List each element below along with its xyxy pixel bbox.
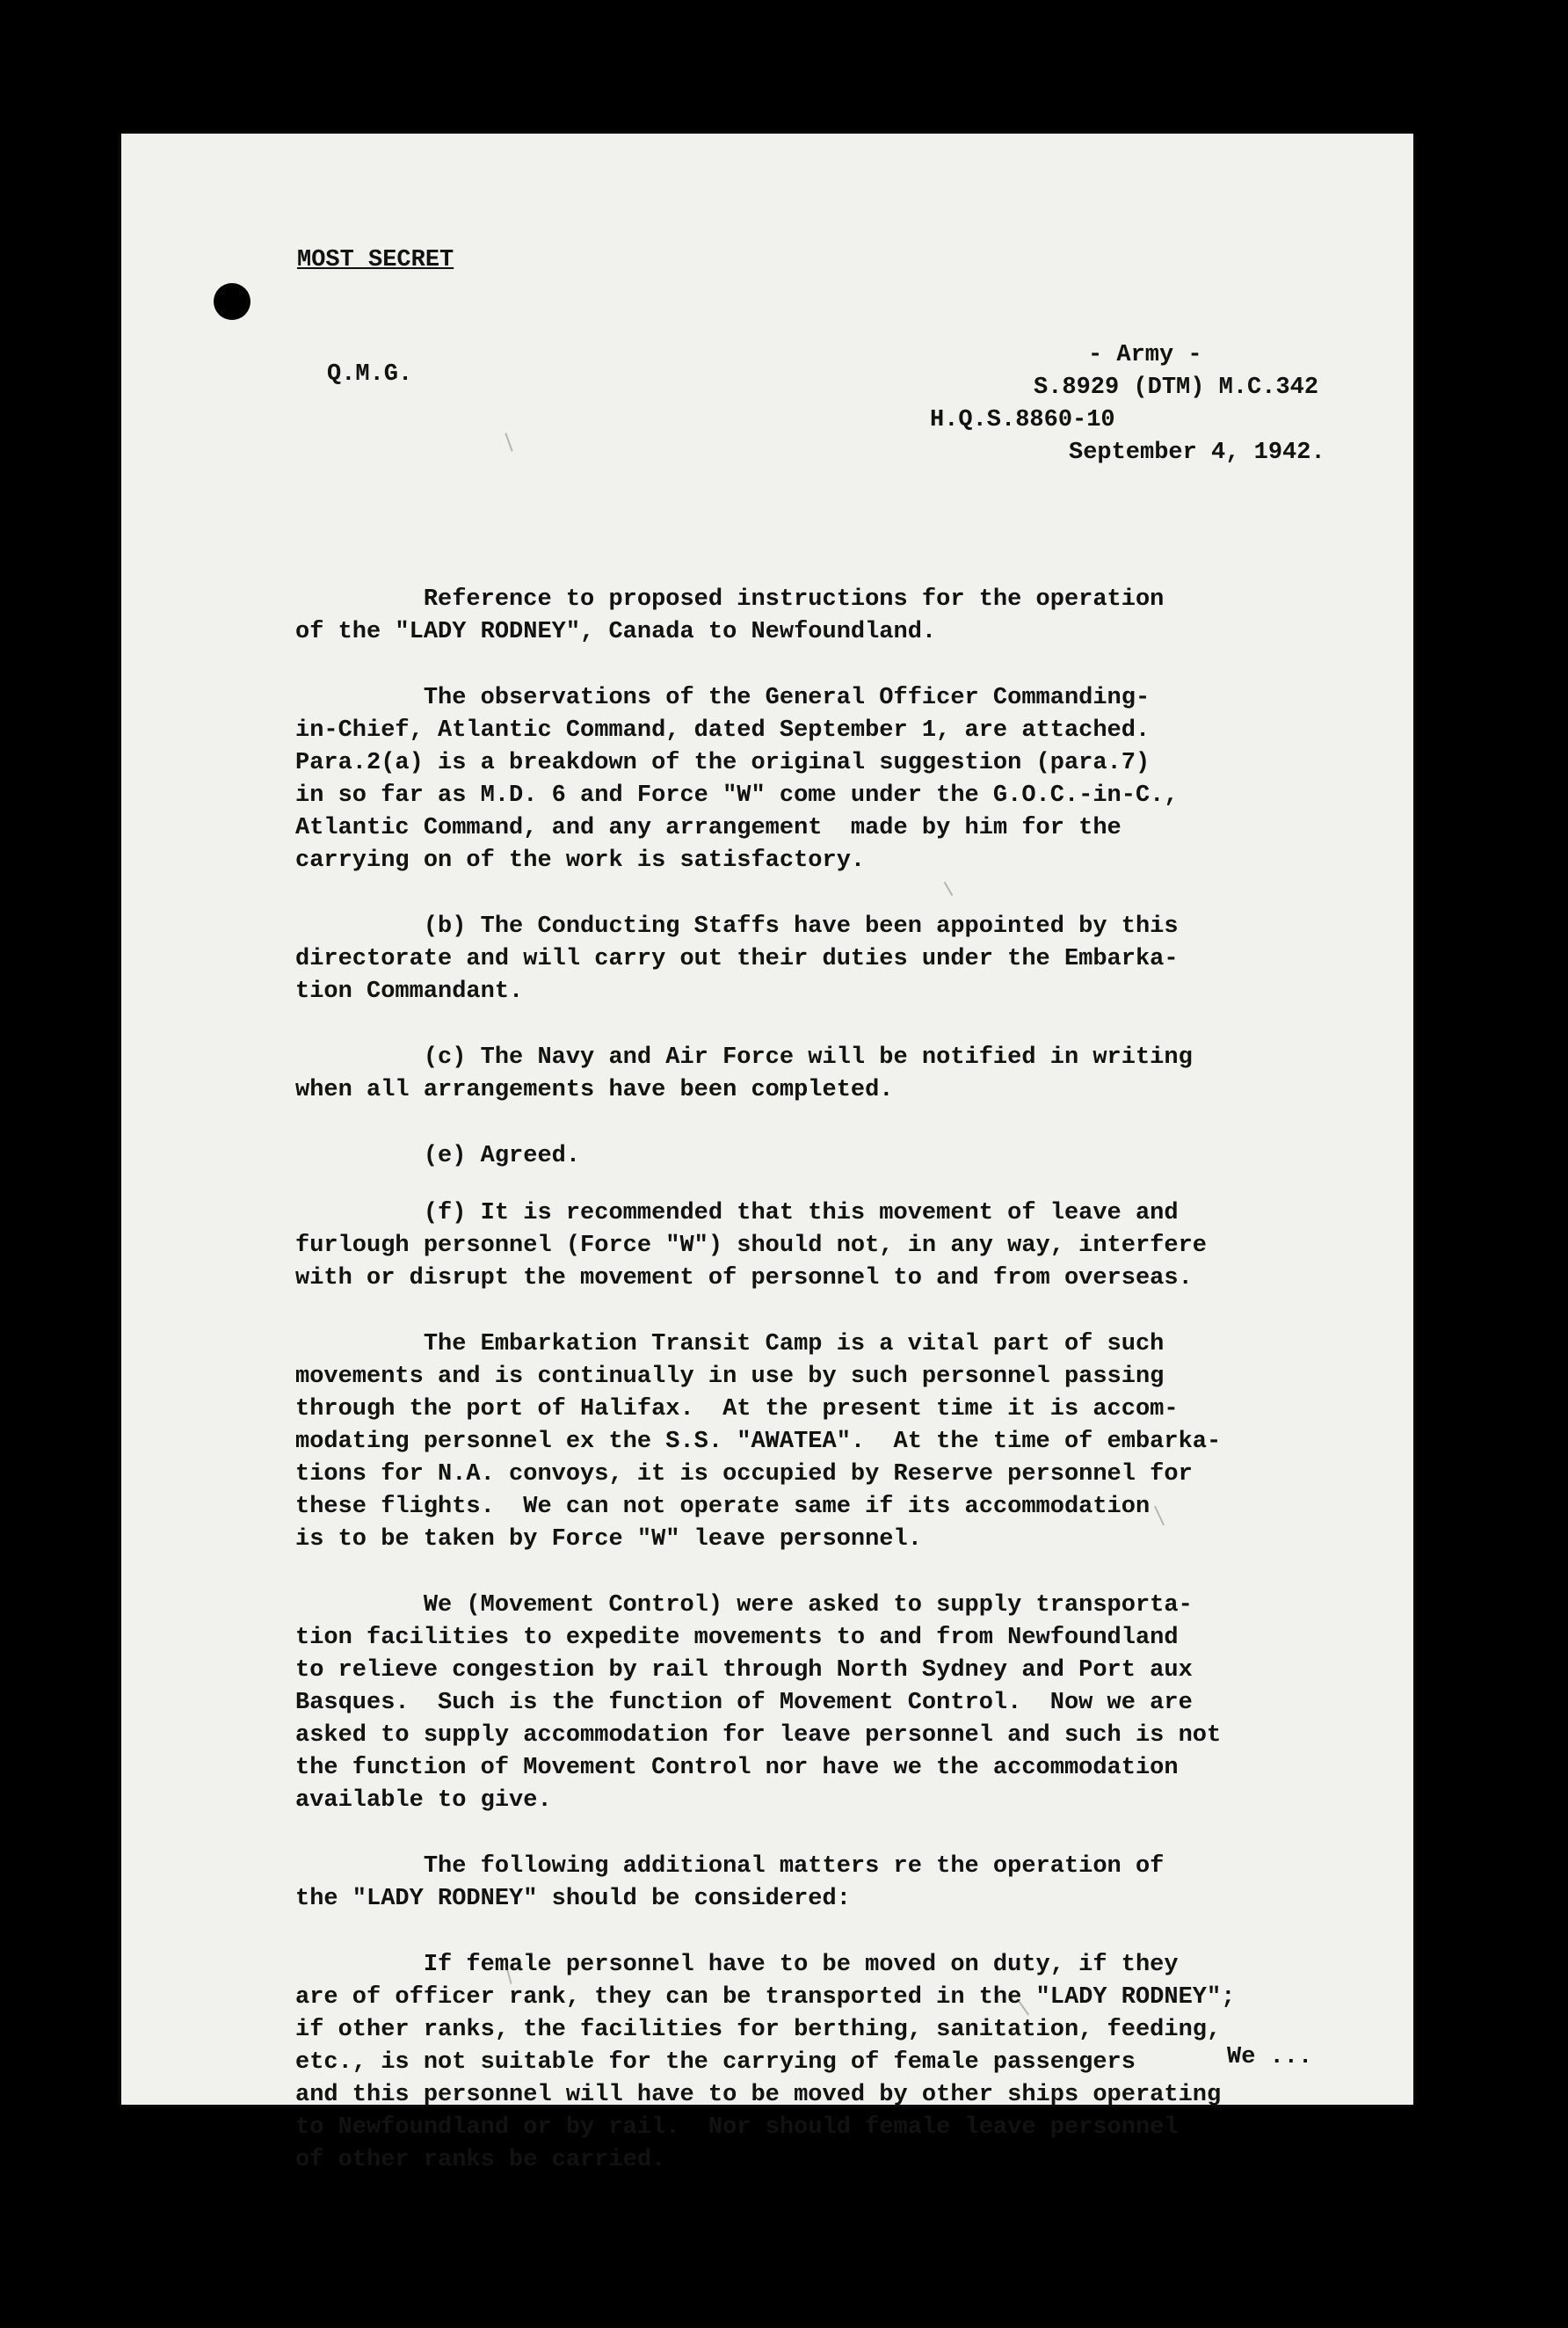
document-page: [121, 134, 1413, 2173]
paragraph-e: (e) Agreed.: [295, 1143, 581, 1169]
letter-body: [295, 584, 1385, 2210]
reference-file-number: S.8929 (DTM) M.C.342: [1034, 375, 1319, 401]
paragraph-female-personnel: If female personnel have to be moved on duty, if they are of officer rank, they can be transported in the "LADY RODNEY"; if other ranks, the facilities for berthing, sanitation, feeding, etc., is not suitable for the carrying of female passengers and this personnel will have to be moved by other ships operating to Newfoundland or by rail. Nor should female leave personnel of other ranks be carried.: [295, 1952, 1236, 2173]
paragraph-f: (f) It is recommended that this movement of leave and furlough personnel (Force "W") should not, in any way, interfere with or disrupt the movement of personnel to and from overseas.: [295, 1200, 1207, 1291]
paragraph-additional-matters: The following additional matters re the operation of the "LADY RODNEY" should be considered:: [295, 1853, 1165, 1912]
paragraph-reference: Reference to proposed instructions for the operation of the "LADY RODNEY", Canada to Newfoundland.: [295, 586, 1165, 645]
paragraph-b: (b) The Conducting Staffs have been appointed by this directorate and will carry out their duties under the Embarka- tion Commandant.: [295, 913, 1179, 1005]
reference-block: [930, 339, 1422, 469]
document-date: September 4, 1942.: [1069, 440, 1325, 466]
reference-hq-number: H.Q.S.8860-10: [930, 407, 1115, 433]
reference-branch: - Army -: [1088, 342, 1202, 368]
paragraph-observations: The observations of the General Officer Commanding- in-Chief, Atlantic Command, dated September 1, are attached. Para.2(a) is a breakdown of the original suggestion (para.7) in so far as M.D. 6 and Force "W" come under the G.O.C.-in-C., Atlantic Command, and any arrangement made by him for the carrying on of the work is satisfactory.: [295, 685, 1179, 874]
continuation-marker: We ...: [1227, 2044, 1313, 2070]
paragraph-movement-control: We (Movement Control) were asked to supply transporta- tion facilities to expedite movements to and from Newfoundland to relieve congestion by rail through North Sydney and Port aux Basques. Such is the function of Movement Control. Now we are asked to supply accommodation for leave personnel and such is not the function of Movement Control nor have we the accommodation available to give.: [295, 1592, 1222, 1814]
classification-heading: MOST SECRET: [297, 247, 454, 273]
paragraph-transit-camp: The Embarkation Transit Camp is a vital part of such movements and is continually in use by such personnel passing through the port of Halifax. At the present time it is accom- modating personnel ex the S.S. "AWATEA". At the time of embarka- tions for N.A. convoys, it is occupied by Reserve personnel for these flights. We can not operate same if its accommodation is to be taken by Force "W" leave personnel.: [295, 1331, 1222, 1553]
paragraph-c: (c) The Navy and Air Force will be notified in writing when all arrangements have been completed.: [295, 1044, 1193, 1103]
punch-hole: [214, 283, 250, 320]
scratch-mark: [505, 433, 512, 451]
addressee: Q.M.G.: [327, 361, 413, 388]
